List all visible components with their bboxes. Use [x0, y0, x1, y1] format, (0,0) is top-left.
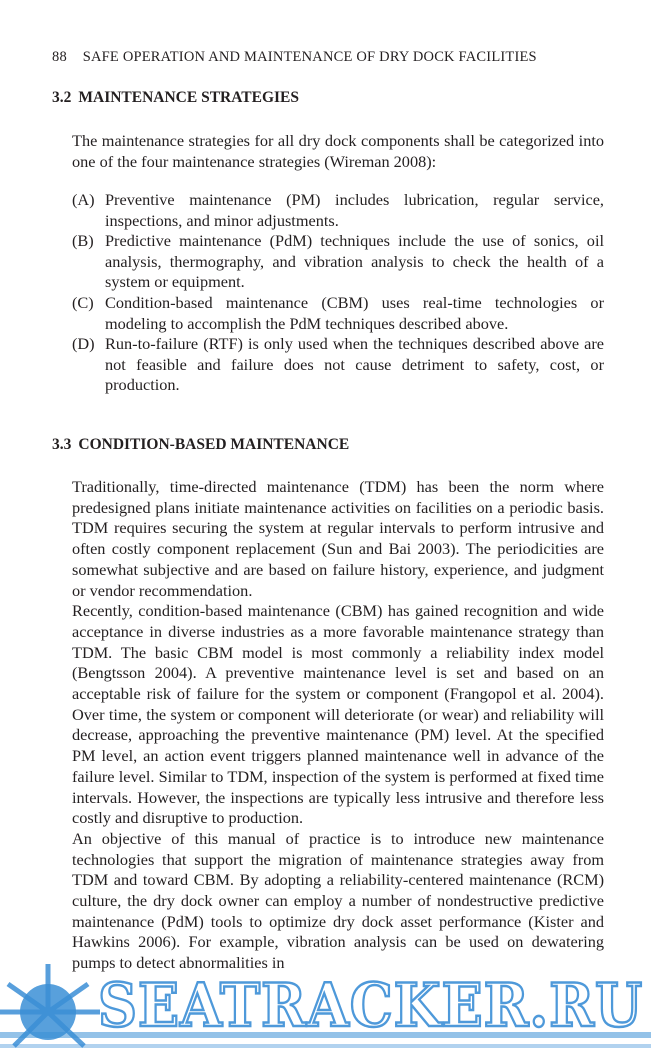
section-title: MAINTENANCE STRATEGIES — [78, 89, 300, 106]
watermark — [0, 950, 651, 1059]
list-item-text: Run-to-failure (RTF) is only used when the techniques described above are not feasible and failure does not cause detriment to safety, cost, or production. — [105, 334, 604, 395]
list-item-text: Preventive maintenance (PM) includes lubrication, regular service, inspections, and minor adjustments. — [105, 190, 604, 230]
section-heading-3-2 — [52, 89, 299, 107]
section-number: 3.2 — [52, 89, 72, 106]
list-item-text: Condition-based maintenance (CBM) uses real-time technologies or modeling to accomplish the PdM techniques described above. — [105, 292, 604, 333]
body-paragraph: An objective of this manual of practice is to introduce new maintenance technologies that support the migration of maintenance strategies away from TDM and toward CBM. By adopting a reliability-centered maintenance (RCM) culture, the dry dock owner can employ a number of nondestructive predictive maintenance (PdM) tools to optimize dry dock asset performance (Kister and Hawkins 2006). For example, vibration analysis can be used on dewatering pumps to detect abnormalities in — [72, 828, 604, 973]
section-heading-3-3 — [52, 436, 349, 454]
list-item-label: (C) — [72, 292, 94, 312]
section-number: 3.3 — [52, 436, 72, 453]
list-item — [72, 231, 604, 293]
running-title: SAFE OPERATION AND MAINTENANCE OF DRY DOCK FACILITIES — [82, 49, 537, 65]
page-number: 88 — [52, 49, 67, 65]
list-item-text: Predictive maintenance (PdM) techniques include the use of sonics, oil analysis, thermography, and vibration analysis to check the health of a system or equipment. — [105, 231, 604, 292]
body-paragraph: Recently, condition-based maintenance (CBM) has gained recognition and wide acceptance in diverse industries as a more favorable maintenance strategy than TDM. The basic CBM model is most commonly a reliability index model (Bengtsson 2004). A preventive maintenance level is set and based on an acceptable risk of failure for the system or component (Frangopol et al. 2004). Over time, the system or component will deteriorate (or wear) and reliability will decrease, approaching the preventive maintenance (PM) level. At the specified PM level, an action event triggers planned maintenance well in advance of the failure level. Similar to TDM, inspection of the system is performed at fixed time intervals. However, the inspections are typically less intrusive and therefore less costly and disruptive to production. — [72, 601, 604, 828]
list-item-label: (B) — [72, 231, 94, 251]
watermark-text: SEATRACKER.RU — [98, 971, 643, 1041]
intro-paragraph: The maintenance strategies for all dry dock components shall be categorized into one of the four maintenance strategies (Wireman 2008): — [72, 131, 604, 171]
list-item-label: (A) — [72, 190, 95, 209]
section-3-3-body — [72, 477, 604, 974]
running-header — [52, 49, 537, 66]
section-title: CONDITION-BASED MAINTENANCE — [78, 436, 350, 453]
list-item — [72, 190, 604, 231]
section-3-2-intro — [72, 131, 604, 172]
list-item-label: (D) — [72, 334, 95, 354]
body-paragraph: Traditionally, time-directed maintenance (TDM) has been the norm where predesigned plans initiate maintenance activities on facilities on a periodic basis. TDM requires securing the system at regular intervals to perform intrusive and often costly component replacement (Sun and Bai 2003). The periodicities are somewhat subjective and are based on failure history, experience, and judgment or vendor recommendation. — [72, 477, 604, 600]
strategy-list — [72, 190, 604, 396]
list-item — [72, 334, 604, 396]
list-item — [72, 293, 604, 334]
